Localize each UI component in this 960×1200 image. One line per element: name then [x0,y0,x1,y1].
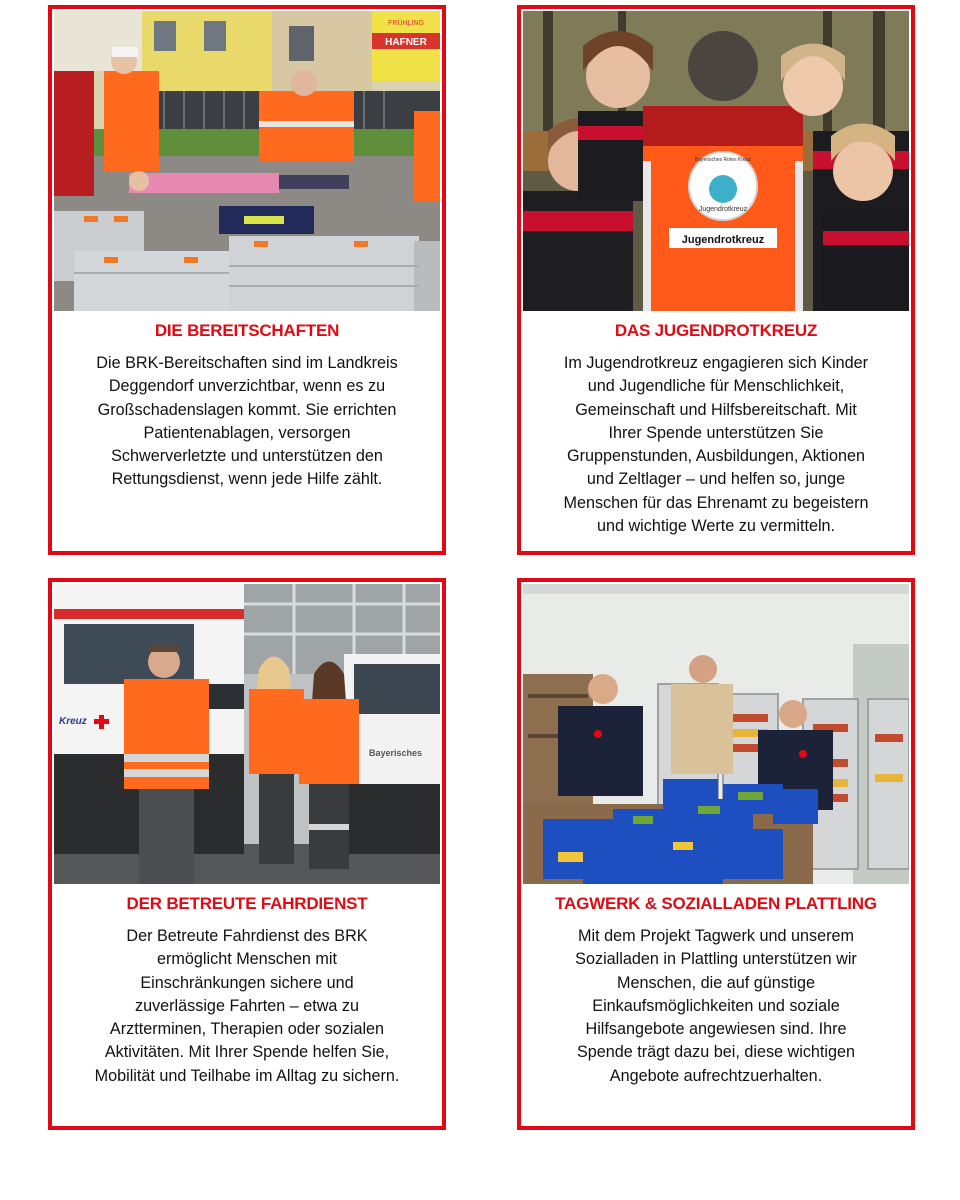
card-text: Mit dem Projekt Tagwerk und unserem Sozialladen in Plattling unterstützen wir Menschen, die auf günstige Einkaufsmöglichkeiten und soziale Hilfsangebote angewiesen sind. Ihre Spende trägt dazu bei, diese wichtigen Angebote aufrechtzuerhalten. [575,927,857,1085]
photo-fahrdienst [54,584,440,884]
patch-top-text: Bayerisches Rotes Kreuz [694,157,752,163]
card-title: DAS JUGENDROTKREUZ [614,321,818,340]
card-bereitschaften [48,5,446,555]
card-tagwerk [517,578,915,1130]
patch-bottom-text: Jugendrotkreuz [698,206,748,213]
sign-main-text: HAFNER [385,37,427,48]
sign-top-text: FRÜHLING [388,20,424,27]
card-text: Die BRK-Bereitschaften sind im Landkreis Deggendorf unverzichtbar, wenn es zu Großschadenslagen kommt. Sie errichten Patientenablagen, versorgen Schwerverletzte und unterstützen den Rettungsdienst, wenn jede Hilfe zählt. [96,354,398,489]
card-text: Der Betreute Fahrdienst des BRK ermöglicht Menschen mit Einschränkungen sichere und zuverlässige Fahrten – etwa zu Arztterminen, Therapien oder sozialen Aktivitäten. Mit Ihrer Spende helfen Sie, Mobilität und Teilhabe im Alltag zu sichern. [94,927,400,1085]
photo-tagwerk [523,584,909,884]
card-jugendrotkreuz [517,5,915,555]
card-title: DIE BEREITSCHAFTEN [154,321,340,340]
card-title: DER BETREUTE FAHRDIENST [126,894,368,913]
card-text: Im Jugendrotkreuz engagieren sich Kinder und Jugendliche für Menschlichkeit, Gemeinschaft und Hilfsbereitschaft. Mit Ihrer Spende unterstützen Sie Gruppenstunden, Ausbildungen, Aktionen und Zeltlager – und helfen so, junge Menschen für das Ehrenamt zu begeistern und wichtige Werte zu vermitteln. [563,354,869,536]
van-left-text: Kreuz [59,716,87,727]
photo-bereitschaften [54,11,440,311]
card-fahrdienst [48,578,446,1130]
van-right-text: Bayerisches [369,748,423,758]
jacket-badge-text: Jugendrotkreuz [681,234,765,246]
photo-jugendrotkreuz [523,11,909,311]
card-title: TAGWERK & SOZIALLADEN PLATTLING [555,894,877,913]
